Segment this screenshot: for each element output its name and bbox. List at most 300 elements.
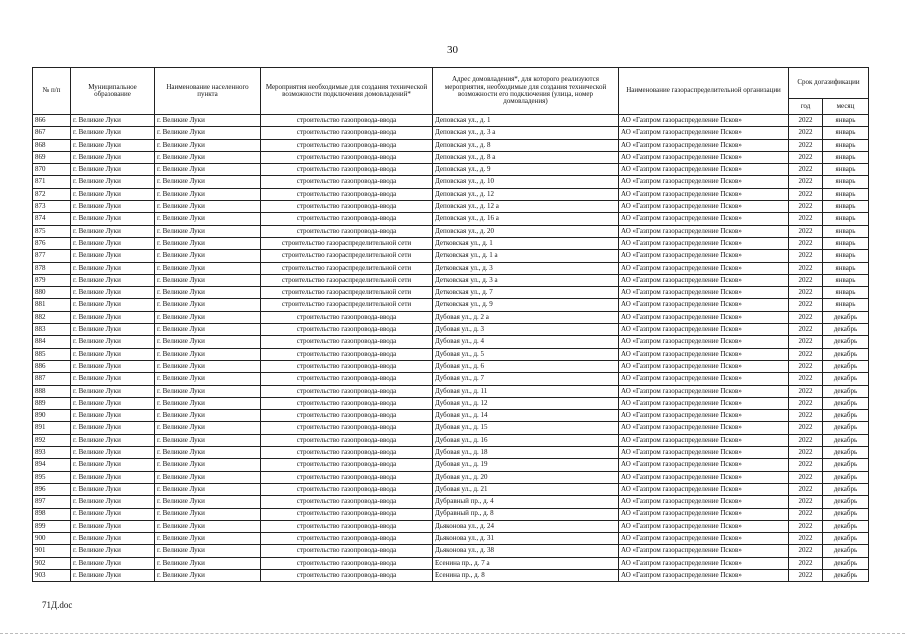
cell-settlement: г. Великие Луки [155, 287, 261, 299]
cell-year: 2022 [789, 127, 823, 139]
cell-month: январь [823, 225, 869, 237]
cell-work: строительство газопровода-ввода [261, 496, 433, 508]
cell-address: Дубравный пр., д. 4 [433, 496, 619, 508]
cell-number: 888 [33, 385, 71, 397]
cell-municipality: г. Великие Луки [71, 188, 155, 200]
cell-municipality: г. Великие Луки [71, 508, 155, 520]
table-row [33, 533, 869, 545]
table-row [33, 324, 869, 336]
cell-month: январь [823, 151, 869, 163]
cell-municipality: г. Великие Луки [71, 225, 155, 237]
cell-municipality: г. Великие Луки [71, 569, 155, 581]
cell-month: декабрь [823, 459, 869, 471]
cell-year: 2022 [789, 385, 823, 397]
footer-file-name: 71Д.doc [42, 600, 73, 610]
cell-work: строительство газопровода-ввода [261, 336, 433, 348]
cell-settlement: г. Великие Луки [155, 225, 261, 237]
cell-municipality: г. Великие Луки [71, 545, 155, 557]
cell-organization: АО «Газпром газораспределение Псков» [619, 533, 789, 545]
header-year: год [789, 99, 823, 115]
table-row [33, 434, 869, 446]
cell-number: 881 [33, 299, 71, 311]
cell-organization: АО «Газпром газораспределение Псков» [619, 471, 789, 483]
cell-address: Дубовая ул., д. 6 [433, 360, 619, 372]
cell-year: 2022 [789, 262, 823, 274]
cell-number: 899 [33, 520, 71, 532]
cell-work: строительство газопровода-ввода [261, 385, 433, 397]
cell-number: 871 [33, 176, 71, 188]
cell-year: 2022 [789, 237, 823, 249]
header-deadline: Срок догазификации [789, 68, 869, 99]
cell-year: 2022 [789, 176, 823, 188]
cell-settlement: г. Великие Луки [155, 188, 261, 200]
header-municipality: Муниципальное образование [71, 68, 155, 115]
cell-municipality: г. Великие Луки [71, 447, 155, 459]
cell-organization: АО «Газпром газораспределение Псков» [619, 348, 789, 360]
cell-organization: АО «Газпром газораспределение Псков» [619, 274, 789, 286]
table-row [33, 213, 869, 225]
cell-month: декабрь [823, 422, 869, 434]
cell-address: Дубовая ул., д. 3 [433, 324, 619, 336]
cell-municipality: г. Великие Луки [71, 176, 155, 188]
cell-number: 891 [33, 422, 71, 434]
cell-work: строительство газопровода-ввода [261, 127, 433, 139]
cell-work: строительство газопровода-ввода [261, 557, 433, 569]
table-row [33, 336, 869, 348]
cell-number: 884 [33, 336, 71, 348]
table-row [33, 201, 869, 213]
table-row [33, 373, 869, 385]
cell-work: строительство газопровода-ввода [261, 311, 433, 323]
cell-municipality: г. Великие Луки [71, 348, 155, 360]
cell-municipality: г. Великие Луки [71, 410, 155, 422]
cell-address: Дубовая ул., д. 12 [433, 397, 619, 409]
cell-settlement: г. Великие Луки [155, 471, 261, 483]
cell-address: Есенина пр., д. 7 а [433, 557, 619, 569]
cell-settlement: г. Великие Луки [155, 213, 261, 225]
cell-settlement: г. Великие Луки [155, 299, 261, 311]
cell-settlement: г. Великие Луки [155, 164, 261, 176]
gasification-table [32, 67, 869, 582]
cell-organization: АО «Газпром газораспределение Псков» [619, 164, 789, 176]
cell-year: 2022 [789, 496, 823, 508]
cell-settlement: г. Великие Луки [155, 533, 261, 545]
cell-address: Детковская ул., д. 7 [433, 287, 619, 299]
cell-year: 2022 [789, 287, 823, 299]
cell-month: декабрь [823, 385, 869, 397]
cell-number: 903 [33, 569, 71, 581]
table-row [33, 164, 869, 176]
cell-settlement: г. Великие Луки [155, 115, 261, 127]
cell-settlement: г. Великие Луки [155, 151, 261, 163]
cell-organization: АО «Газпром газораспределение Псков» [619, 176, 789, 188]
cell-work: строительство газопровода-ввода [261, 569, 433, 581]
table-row [33, 520, 869, 532]
cell-month: январь [823, 188, 869, 200]
cell-municipality: г. Великие Луки [71, 274, 155, 286]
cell-organization: АО «Газпром газораспределение Псков» [619, 483, 789, 495]
table-row [33, 569, 869, 581]
cell-settlement: г. Великие Луки [155, 274, 261, 286]
cell-settlement: г. Великие Луки [155, 459, 261, 471]
cell-settlement: г. Великие Луки [155, 434, 261, 446]
cell-month: декабрь [823, 348, 869, 360]
cell-work: строительство газопровода-ввода [261, 471, 433, 483]
cell-municipality: г. Великие Луки [71, 250, 155, 262]
cell-work: строительство газораспределительной сети [261, 250, 433, 262]
table-row [33, 348, 869, 360]
table-row [33, 176, 869, 188]
cell-year: 2022 [789, 225, 823, 237]
cell-work: строительство газопровода-ввода [261, 139, 433, 151]
cell-work: строительство газопровода-ввода [261, 508, 433, 520]
cell-municipality: г. Великие Луки [71, 324, 155, 336]
cell-municipality: г. Великие Луки [71, 557, 155, 569]
cell-settlement: г. Великие Луки [155, 483, 261, 495]
cell-number: 887 [33, 373, 71, 385]
cell-work: строительство газопровода-ввода [261, 164, 433, 176]
cell-year: 2022 [789, 434, 823, 446]
cell-organization: АО «Газпром газораспределение Псков» [619, 569, 789, 581]
cell-settlement: г. Великие Луки [155, 311, 261, 323]
cell-address: Дубравный пр., д. 8 [433, 508, 619, 520]
cell-work: строительство газопровода-ввода [261, 520, 433, 532]
cell-number: 886 [33, 360, 71, 372]
cell-work: строительство газопровода-ввода [261, 373, 433, 385]
cell-address: Дубовая ул., д. 7 [433, 373, 619, 385]
cell-address: Деповская ул., д. 8 а [433, 151, 619, 163]
cell-settlement: г. Великие Луки [155, 201, 261, 213]
cell-settlement: г. Великие Луки [155, 385, 261, 397]
cell-number: 870 [33, 164, 71, 176]
cell-organization: АО «Газпром газораспределение Псков» [619, 188, 789, 200]
cell-month: январь [823, 115, 869, 127]
cell-number: 885 [33, 348, 71, 360]
table-row [33, 483, 869, 495]
cell-month: январь [823, 213, 869, 225]
cell-year: 2022 [789, 311, 823, 323]
cell-municipality: г. Великие Луки [71, 483, 155, 495]
table-row [33, 422, 869, 434]
cell-work: строительство газопровода-ввода [261, 422, 433, 434]
cell-year: 2022 [789, 164, 823, 176]
cell-municipality: г. Великие Луки [71, 262, 155, 274]
cell-address: Дубовая ул., д. 18 [433, 447, 619, 459]
table-row [33, 299, 869, 311]
cell-month: декабрь [823, 373, 869, 385]
cell-settlement: г. Великие Луки [155, 176, 261, 188]
cell-year: 2022 [789, 373, 823, 385]
cell-month: январь [823, 201, 869, 213]
cell-municipality: г. Великие Луки [71, 471, 155, 483]
cell-organization: АО «Газпром газораспределение Псков» [619, 557, 789, 569]
cell-municipality: г. Великие Луки [71, 533, 155, 545]
cell-number: 868 [33, 139, 71, 151]
cell-work: строительство газопровода-ввода [261, 348, 433, 360]
cell-month: декабрь [823, 545, 869, 557]
table-header [33, 68, 869, 115]
cell-address: Деповская ул., д. 10 [433, 176, 619, 188]
cell-organization: АО «Газпром газораспределение Псков» [619, 324, 789, 336]
table-row [33, 225, 869, 237]
cell-settlement: г. Великие Луки [155, 557, 261, 569]
cell-month: январь [823, 176, 869, 188]
cell-work: строительство газопровода-ввода [261, 410, 433, 422]
cell-year: 2022 [789, 471, 823, 483]
cell-address: Дубовая ул., д. 11 [433, 385, 619, 397]
cell-year: 2022 [789, 188, 823, 200]
cell-municipality: г. Великие Луки [71, 373, 155, 385]
cell-organization: АО «Газпром газораспределение Псков» [619, 336, 789, 348]
cell-address: Дубовая ул., д. 14 [433, 410, 619, 422]
cell-year: 2022 [789, 139, 823, 151]
cell-work: строительство газораспределительной сети [261, 299, 433, 311]
cell-month: декабрь [823, 471, 869, 483]
cell-settlement: г. Великие Луки [155, 237, 261, 249]
table-body [33, 115, 869, 582]
cell-work: строительство газораспределительной сети [261, 262, 433, 274]
cell-number: 897 [33, 496, 71, 508]
cell-month: декабрь [823, 447, 869, 459]
cell-organization: АО «Газпром газораспределение Псков» [619, 496, 789, 508]
cell-month: декабрь [823, 557, 869, 569]
cell-number: 883 [33, 324, 71, 336]
cell-month: декабрь [823, 508, 869, 520]
cell-year: 2022 [789, 213, 823, 225]
cell-year: 2022 [789, 422, 823, 434]
cell-municipality: г. Великие Луки [71, 311, 155, 323]
cell-organization: АО «Газпром газораспределение Псков» [619, 311, 789, 323]
cell-address: Деповская ул., д. 16 а [433, 213, 619, 225]
cell-organization: АО «Газпром газораспределение Псков» [619, 434, 789, 446]
cell-municipality: г. Великие Луки [71, 397, 155, 409]
cell-number: 877 [33, 250, 71, 262]
cell-municipality: г. Великие Луки [71, 385, 155, 397]
cell-organization: АО «Газпром газораспределение Псков» [619, 250, 789, 262]
cell-address: Дубовая ул., д. 2 а [433, 311, 619, 323]
cell-number: 902 [33, 557, 71, 569]
cell-number: 878 [33, 262, 71, 274]
cell-organization: АО «Газпром газораспределение Псков» [619, 373, 789, 385]
page-number: 30 [447, 44, 458, 56]
cell-organization: АО «Газпром газораспределение Псков» [619, 115, 789, 127]
cell-month: январь [823, 262, 869, 274]
cell-address: Детковская ул., д. 1 а [433, 250, 619, 262]
cell-settlement: г. Великие Луки [155, 569, 261, 581]
cell-year: 2022 [789, 397, 823, 409]
cell-organization: АО «Газпром газораспределение Псков» [619, 508, 789, 520]
cell-number: 901 [33, 545, 71, 557]
cell-work: строительство газопровода-ввода [261, 213, 433, 225]
cell-year: 2022 [789, 447, 823, 459]
cell-settlement: г. Великие Луки [155, 348, 261, 360]
cell-settlement: г. Великие Луки [155, 324, 261, 336]
cell-year: 2022 [789, 410, 823, 422]
cell-municipality: г. Великие Луки [71, 151, 155, 163]
cell-work: строительство газопровода-ввода [261, 225, 433, 237]
cell-number: 896 [33, 483, 71, 495]
table-row [33, 274, 869, 286]
cell-address: Детковская ул., д. 3 а [433, 274, 619, 286]
cell-month: декабрь [823, 434, 869, 446]
cell-work: строительство газопровода-ввода [261, 360, 433, 372]
cell-municipality: г. Великие Луки [71, 496, 155, 508]
header-month: месяц [823, 99, 869, 115]
cell-municipality: г. Великие Луки [71, 434, 155, 446]
table-row [33, 410, 869, 422]
cell-number: 890 [33, 410, 71, 422]
cell-year: 2022 [789, 459, 823, 471]
cell-year: 2022 [789, 569, 823, 581]
cell-work: строительство газопровода-ввода [261, 459, 433, 471]
cell-month: январь [823, 299, 869, 311]
cell-address: Деповская ул., д. 9 [433, 164, 619, 176]
cell-organization: АО «Газпром газораспределение Псков» [619, 139, 789, 151]
cell-work: строительство газопровода-ввода [261, 151, 433, 163]
cell-municipality: г. Великие Луки [71, 299, 155, 311]
cell-settlement: г. Великие Луки [155, 336, 261, 348]
cell-month: январь [823, 164, 869, 176]
cell-organization: АО «Газпром газораспределение Псков» [619, 299, 789, 311]
table-row [33, 496, 869, 508]
cell-municipality: г. Великие Луки [71, 115, 155, 127]
cell-settlement: г. Великие Луки [155, 508, 261, 520]
cell-number: 898 [33, 508, 71, 520]
cell-month: декабрь [823, 336, 869, 348]
cell-year: 2022 [789, 520, 823, 532]
cell-address: Дьяконова ул., д. 38 [433, 545, 619, 557]
table-row [33, 557, 869, 569]
cell-work: строительство газораспределительной сети [261, 287, 433, 299]
cell-year: 2022 [789, 533, 823, 545]
cell-settlement: г. Великие Луки [155, 262, 261, 274]
cell-year: 2022 [789, 250, 823, 262]
cell-month: декабрь [823, 324, 869, 336]
cell-work: строительство газораспределительной сети [261, 274, 433, 286]
table-row [33, 508, 869, 520]
cell-year: 2022 [789, 115, 823, 127]
table-row [33, 397, 869, 409]
cell-settlement: г. Великие Луки [155, 520, 261, 532]
cell-year: 2022 [789, 508, 823, 520]
cell-municipality: г. Великие Луки [71, 360, 155, 372]
cell-month: январь [823, 287, 869, 299]
cell-number: 894 [33, 459, 71, 471]
table-row [33, 151, 869, 163]
cell-number: 892 [33, 434, 71, 446]
cell-municipality: г. Великие Луки [71, 520, 155, 532]
table-row [33, 311, 869, 323]
table-row [33, 471, 869, 483]
cell-address: Дубовая ул., д. 15 [433, 422, 619, 434]
cell-work: строительство газопровода-ввода [261, 188, 433, 200]
cell-organization: АО «Газпром газораспределение Псков» [619, 287, 789, 299]
cell-settlement: г. Великие Луки [155, 447, 261, 459]
cell-address: Дьяконова ул., д. 31 [433, 533, 619, 545]
cell-settlement: г. Великие Луки [155, 127, 261, 139]
table-row [33, 262, 869, 274]
cell-number: 895 [33, 471, 71, 483]
cell-number: 876 [33, 237, 71, 249]
cell-year: 2022 [789, 324, 823, 336]
cell-organization: АО «Газпром газораспределение Псков» [619, 237, 789, 249]
table-row [33, 250, 869, 262]
cell-address: Деповская ул., д. 3 а [433, 127, 619, 139]
cell-year: 2022 [789, 348, 823, 360]
cell-organization: АО «Газпром газораспределение Псков» [619, 422, 789, 434]
cell-municipality: г. Великие Луки [71, 336, 155, 348]
table-row [33, 237, 869, 249]
table-row [33, 115, 869, 127]
cell-work: строительство газопровода-ввода [261, 176, 433, 188]
header-num: № п/п [33, 68, 71, 115]
cell-organization: АО «Газпром газораспределение Псков» [619, 127, 789, 139]
cell-municipality: г. Великие Луки [71, 213, 155, 225]
cell-municipality: г. Великие Луки [71, 201, 155, 213]
cell-address: Детковская ул., д. 3 [433, 262, 619, 274]
cell-organization: АО «Газпром газораспределение Псков» [619, 459, 789, 471]
cell-month: декабрь [823, 520, 869, 532]
cell-month: декабрь [823, 410, 869, 422]
cell-municipality: г. Великие Луки [71, 127, 155, 139]
table-row [33, 360, 869, 372]
cell-work: строительство газопровода-ввода [261, 447, 433, 459]
cell-municipality: г. Великие Луки [71, 287, 155, 299]
cell-municipality: г. Великие Луки [71, 139, 155, 151]
cell-number: 893 [33, 447, 71, 459]
cell-address: Деповская ул., д. 8 [433, 139, 619, 151]
cell-address: Дубовая ул., д. 5 [433, 348, 619, 360]
cell-address: Дьяконова ул., д. 24 [433, 520, 619, 532]
cell-address: Детковская ул., д. 9 [433, 299, 619, 311]
table-row [33, 447, 869, 459]
cell-month: декабрь [823, 311, 869, 323]
cell-work: строительство газопровода-ввода [261, 434, 433, 446]
table-row [33, 139, 869, 151]
cell-municipality: г. Великие Луки [71, 459, 155, 471]
cell-address: Деповская ул., д. 1 [433, 115, 619, 127]
cell-work: строительство газопровода-ввода [261, 115, 433, 127]
cell-organization: АО «Газпром газораспределение Псков» [619, 385, 789, 397]
cell-organization: АО «Газпром газораспределение Псков» [619, 151, 789, 163]
cell-year: 2022 [789, 557, 823, 569]
cell-work: строительство газопровода-ввода [261, 545, 433, 557]
cell-year: 2022 [789, 151, 823, 163]
cell-address: Дубовая ул., д. 16 [433, 434, 619, 446]
cell-address: Дубовая ул., д. 21 [433, 483, 619, 495]
cell-year: 2022 [789, 274, 823, 286]
header-organization: Наименование газораспределительной организации [619, 68, 789, 115]
cell-month: декабрь [823, 569, 869, 581]
cell-address: Детковская ул., д. 1 [433, 237, 619, 249]
cell-work: строительство газопровода-ввода [261, 533, 433, 545]
cell-year: 2022 [789, 201, 823, 213]
cell-settlement: г. Великие Луки [155, 410, 261, 422]
cell-address: Дубовая ул., д. 4 [433, 336, 619, 348]
cell-organization: АО «Газпром газораспределение Псков» [619, 262, 789, 274]
cell-organization: АО «Газпром газораспределение Псков» [619, 360, 789, 372]
header-address: Адрес домовладения*, для которого реализуются мероприятия, необходимые для создания технической возможности его подключения (улица, номер домовладения) [433, 68, 619, 115]
cell-settlement: г. Великие Луки [155, 250, 261, 262]
cell-month: январь [823, 274, 869, 286]
cell-organization: АО «Газпром газораспределение Псков» [619, 201, 789, 213]
cell-month: январь [823, 127, 869, 139]
cell-month: январь [823, 250, 869, 262]
cell-organization: АО «Газпром газораспределение Псков» [619, 225, 789, 237]
cell-month: декабрь [823, 397, 869, 409]
cell-municipality: г. Великие Луки [71, 237, 155, 249]
cell-number: 872 [33, 188, 71, 200]
